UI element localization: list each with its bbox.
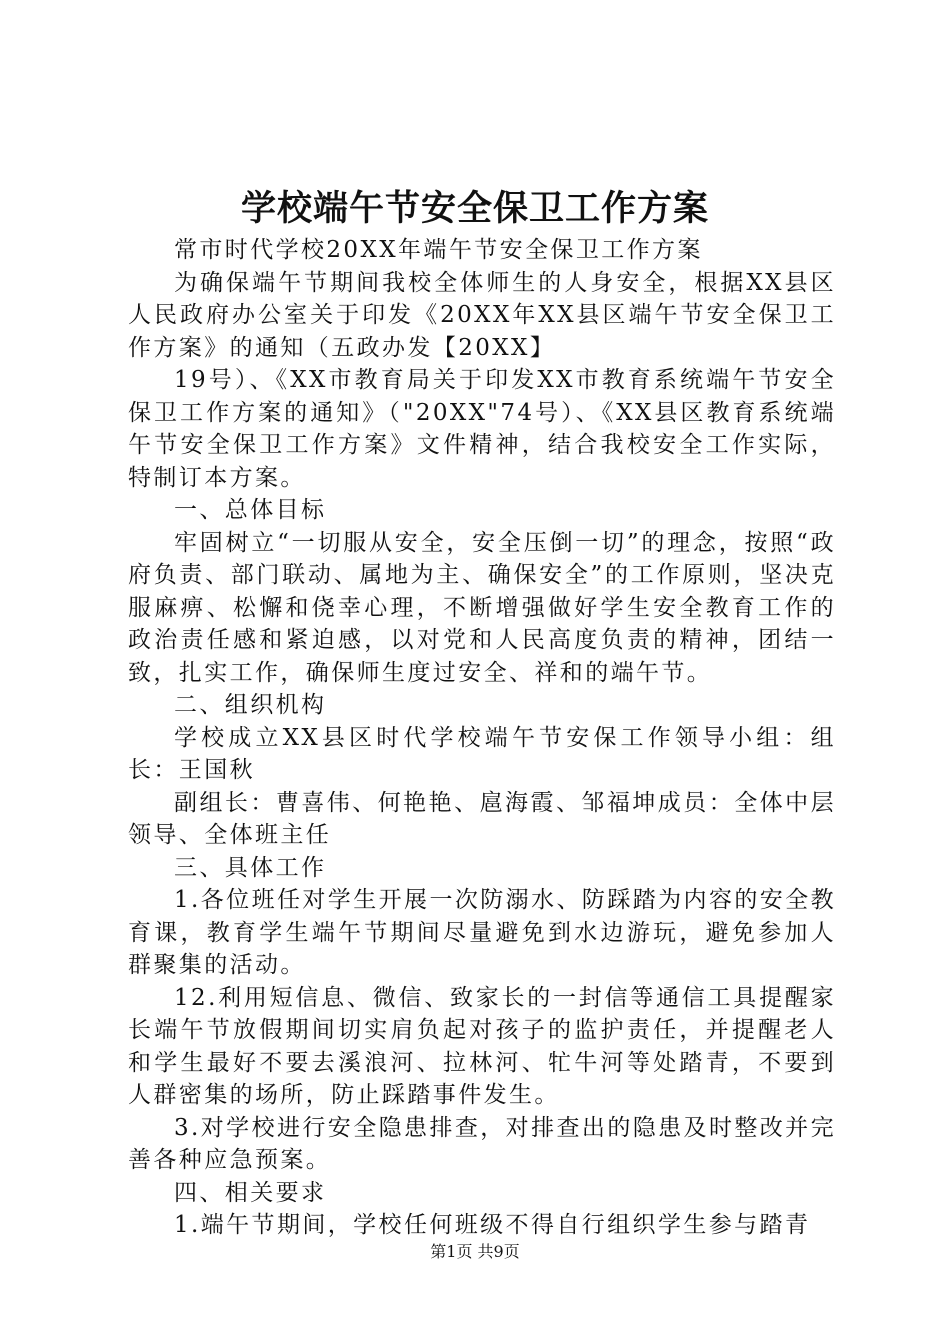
document-title: 学校端午节安全保卫工作方案 [240,188,709,229]
paragraph: 学校成立XX县区时代学校端午节安保工作领导小组：组长：王国秋 [128,724,836,783]
paragraph: 牢固树立“一切服从安全，安全压倒一切”的理念，按照“政府负责、部门联动、属地为主、确保安全”的工作原则，坚决克服麻痹、松懈和侥幸心理，不断增强做好学生安全教育工作的政治责任感和紧迫感，以对党和人民高度负责的精神，团结一致，扎实工作，确保师生度过安全、祥和的端午节。 [128,529,836,686]
list-item: 3.对学校进行安全隐患排查，对排查出的隐患及时整改并完善各种应急预案。 [128,1114,836,1173]
section-heading: 一、总体目标 [174,497,327,523]
list-item: 1.各位班任对学生开展一次防溺水、防踩踏为内容的安全教育课，教育学生端午节期间尽量避免到水边游玩，避免参加人群聚集的活动。 [128,887,836,978]
list-item: 1.端午节期间，学校任何班级不得自行组织学生参与踏青 [174,1212,811,1238]
paragraph: 19号）、《XX市教育局关于印发XX市教育系统端午节安全保卫工作方案的通知》（"20XX"74号）、《XX县区教育系统端午节安全保卫工作方案》文件精神，结合我校安全工作实际，特制订本方案。 [128,367,836,491]
paragraph: 常市时代学校20XX年端午节安全保卫工作方案 [174,237,703,263]
document-body [128,234,836,1242]
section-heading: 二、组织机构 [174,692,327,718]
section-heading: 四、相关要求 [174,1179,327,1206]
paragraph: 为确保端午节期间我校全体师生的人身安全，根据XX县区人民政府办公室关于印发《20XX年XX县区端午节安全保卫工作方案》的通知（五政办发【20XX】 [128,269,836,361]
paragraph: 副组长：曹喜伟、何艳艳、扈海霞、邹福坤成员：全体中层领导、全体班主任 [128,789,836,848]
list-item: 12.利用短信息、微信、致家长的一封信等通信工具提醒家长端午节放假期间切实肩负起对孩子的监护责任，并提醒老人和学生最好不要去溪浪河、拉林河、牤牛河等处踏青，不要到人群密集的场所，防止踩踏事件发生。 [128,984,836,1108]
section-heading: 三、具体工作 [174,854,327,881]
page-footer: 第1页 共9页 [430,1242,520,1261]
